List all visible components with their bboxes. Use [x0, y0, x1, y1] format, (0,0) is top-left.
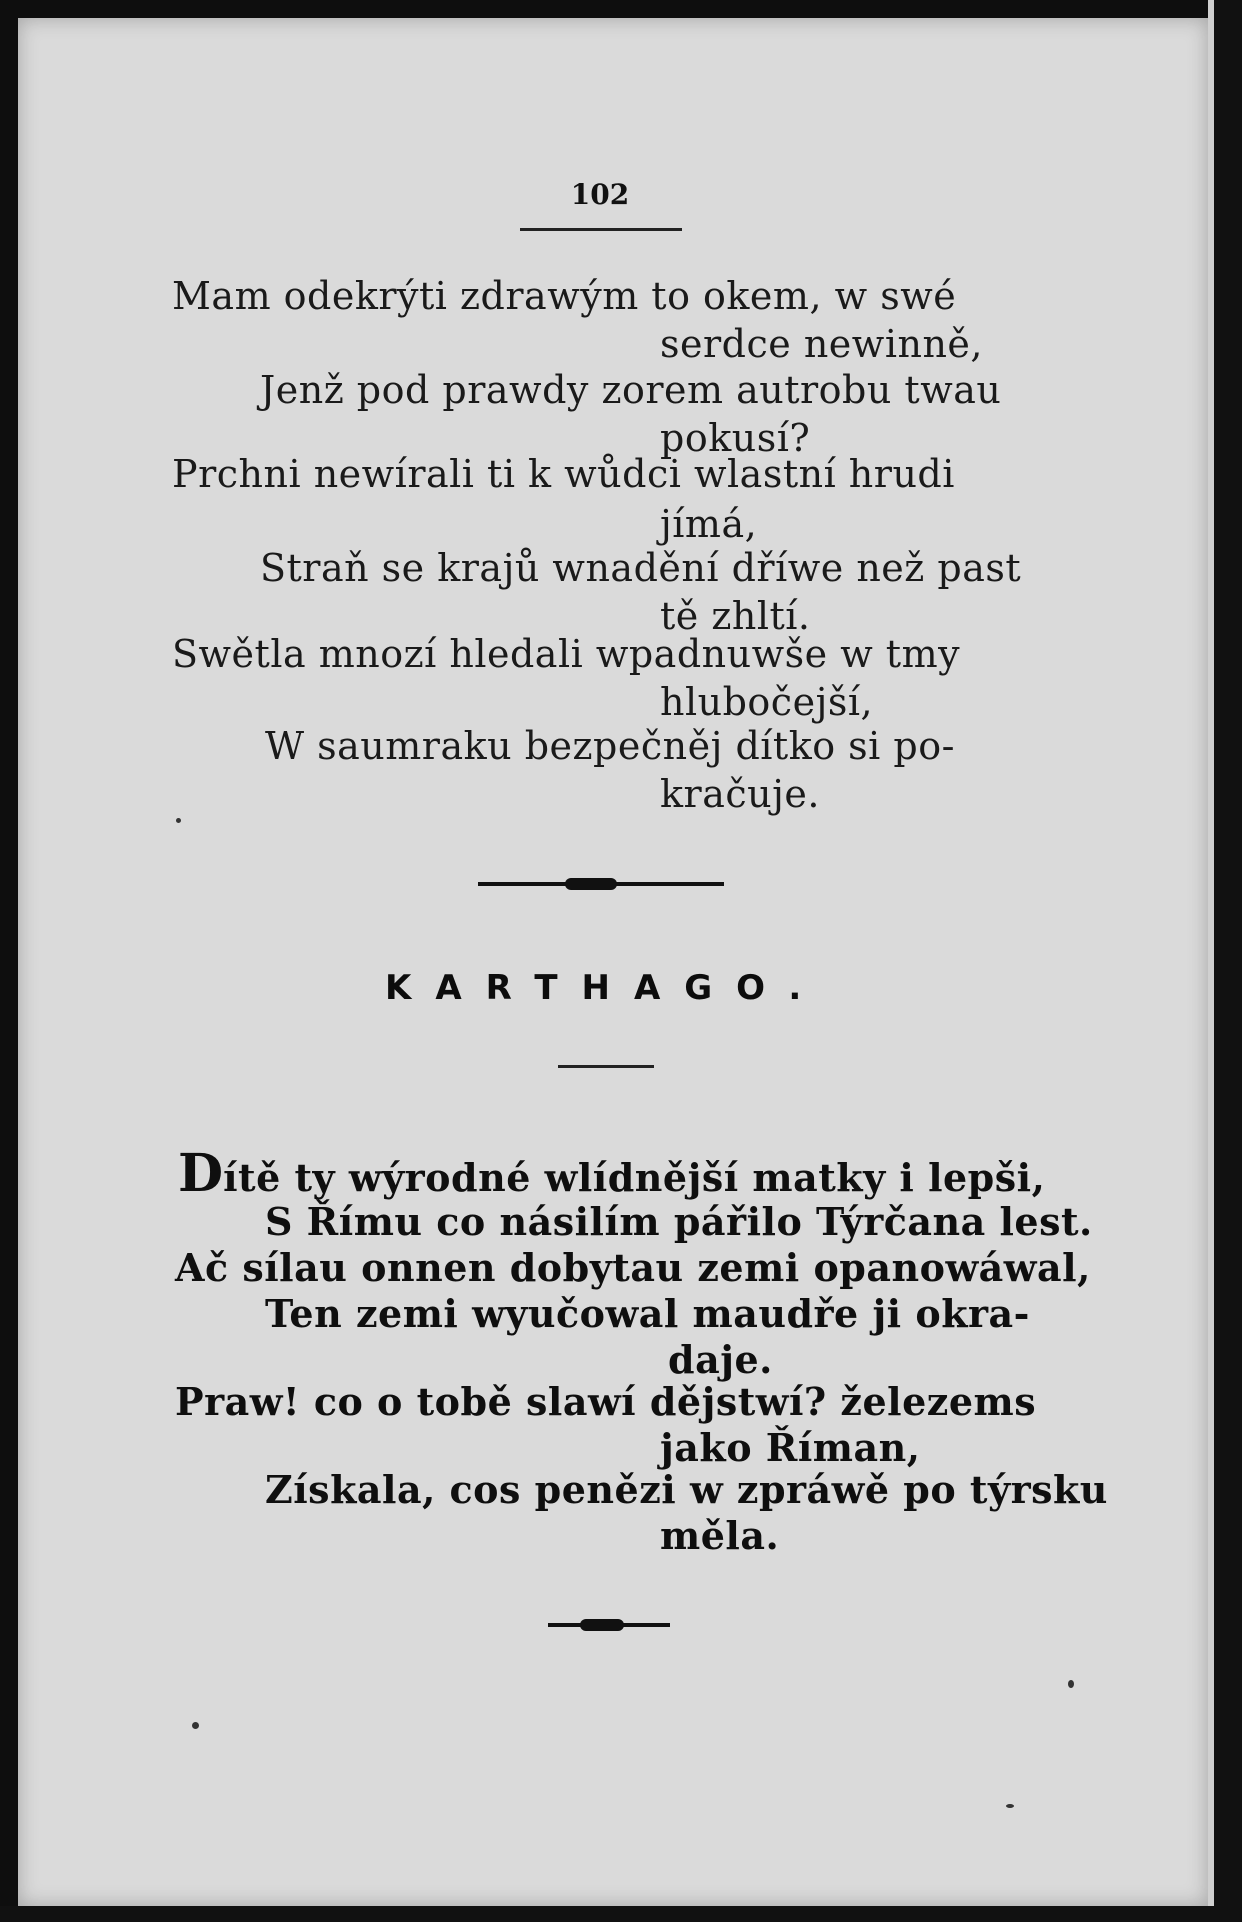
scan-speck [1006, 1804, 1014, 1808]
poem2-first-line [178, 1143, 1046, 1204]
poem2-line: měla. [660, 1513, 780, 1558]
poem1-line: jímá, [660, 502, 758, 546]
scan-speck [176, 818, 181, 823]
ornament-knot-bottom [580, 1619, 624, 1631]
scan-border-right [1214, 0, 1242, 1922]
poem2-line: jako Říman, [660, 1425, 921, 1470]
poem2-line: Získala, cos penězi w zpráwě po týrsku [265, 1467, 1108, 1512]
poem1-line: Swětla mnozí hledali wpadnuwše w tmy [172, 632, 961, 676]
poem2-line: Ten zemi wyučowal maudře ji okra- [265, 1291, 1030, 1336]
title-rule [558, 1065, 654, 1068]
poem1-line: Prchni newírali ti k wůdci wlastní hrudi [172, 452, 955, 496]
scan-speck [192, 1722, 199, 1729]
poem1-line: kračuje. [660, 772, 820, 816]
poem1-line: hlubočejší, [660, 680, 874, 724]
poem1-line: Straň se krajů wnadění dříwe než past [260, 546, 1022, 590]
poem1-line: tě zhltí. [660, 594, 811, 638]
page-number-rule [520, 228, 682, 231]
scan-border-bottom [0, 1906, 1242, 1922]
dropcap: D [178, 1143, 224, 1204]
ornament-knot [565, 878, 617, 890]
poem1-line: Jenž pod prawdy zorem autrobu twau [260, 368, 1002, 412]
section-title: KARTHAGO. [385, 968, 826, 1008]
poem2-line: Ač sílau onnen dobytau zemi opanowáwal, [175, 1245, 1091, 1290]
page-number: 102 [570, 178, 630, 211]
poem2-line: Praw! co o tobě slawí dějstwí? železems [175, 1379, 1037, 1424]
poem1-line: W saumraku bezpečněj dítko si po- [265, 724, 955, 768]
poem2-line: S Římu co násilím pářilo Týrčana lest. [265, 1199, 1093, 1244]
poem1-line: serdce newinně, [660, 322, 983, 366]
poem1-line: Mam odekrýti zdrawým to okem, w swé [172, 274, 957, 318]
poem1-line: pokusí? [660, 416, 811, 460]
poem2-line: daje. [668, 1337, 773, 1382]
scan-speck [1068, 1680, 1074, 1688]
poem2-first-line-rest: ítě ty wýrodné wlídnější matky i lepši, [223, 1155, 1046, 1200]
